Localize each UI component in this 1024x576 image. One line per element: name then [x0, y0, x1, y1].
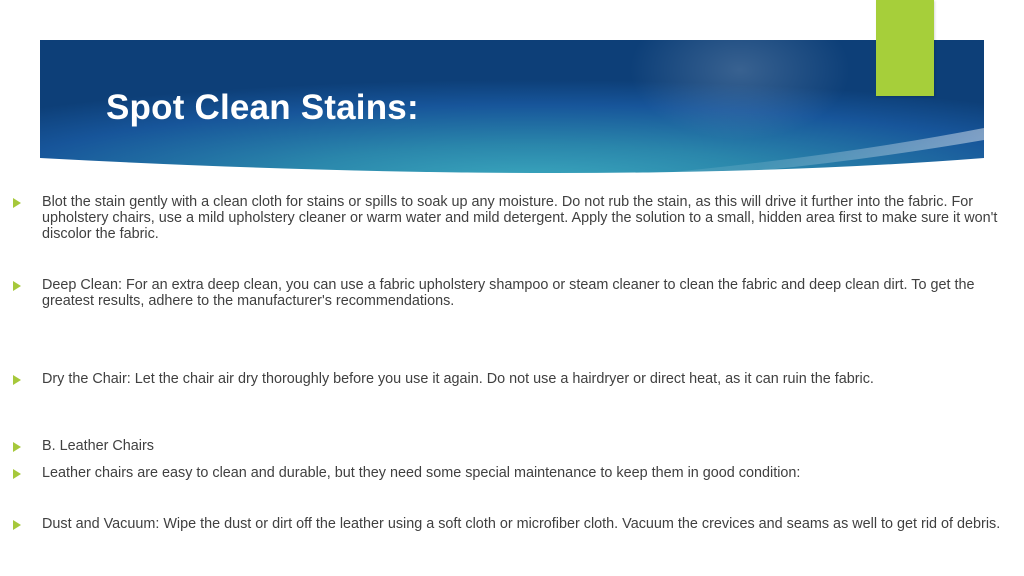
bullet-text: Deep Clean: For an extra deep clean, you can use a fabric upholstery shampoo or steam cleaner to clean the fabric and deep clean dirt. To get the greatest results, adhere to the manufacturer's recommendations. — [42, 277, 975, 309]
bullet-text: Dry the Chair: Let the chair air dry thoroughly before you use it again. Do not use a hairdryer or direct heat, as it can ruin the fabric. — [42, 371, 874, 387]
slide-title: Spot Clean Stains: — [106, 88, 419, 127]
triangle-bullet-icon — [13, 442, 21, 452]
triangle-bullet-icon — [13, 198, 21, 208]
bullet-text: Dust and Vacuum: Wipe the dust or dirt off the leather using a soft cloth or microfiber cloth. Vacuum the crevices and seams as well to get rid of debris. — [42, 516, 1001, 532]
triangle-bullet-icon — [13, 520, 21, 530]
bullet-text: Blot the stain gently with a clean cloth for stains or spills to soak up any moisture. Do not rub the stain, as this will drive it further into the fabric. For upholstery chairs, use a mild upholstery cleaner or warm water and mild detergent. Apply the solution to a small, hidden area first to make sure it won't discolor the fabric. — [42, 194, 998, 242]
triangle-bullet-icon — [13, 281, 21, 291]
bullet-text: Leather chairs are easy to clean and durable, but they need some special maintenance to keep them in good condition: — [42, 465, 801, 481]
triangle-bullet-icon — [13, 469, 21, 479]
triangle-bullet-icon — [13, 375, 21, 385]
bullet-text: B. Leather Chairs — [42, 438, 154, 454]
